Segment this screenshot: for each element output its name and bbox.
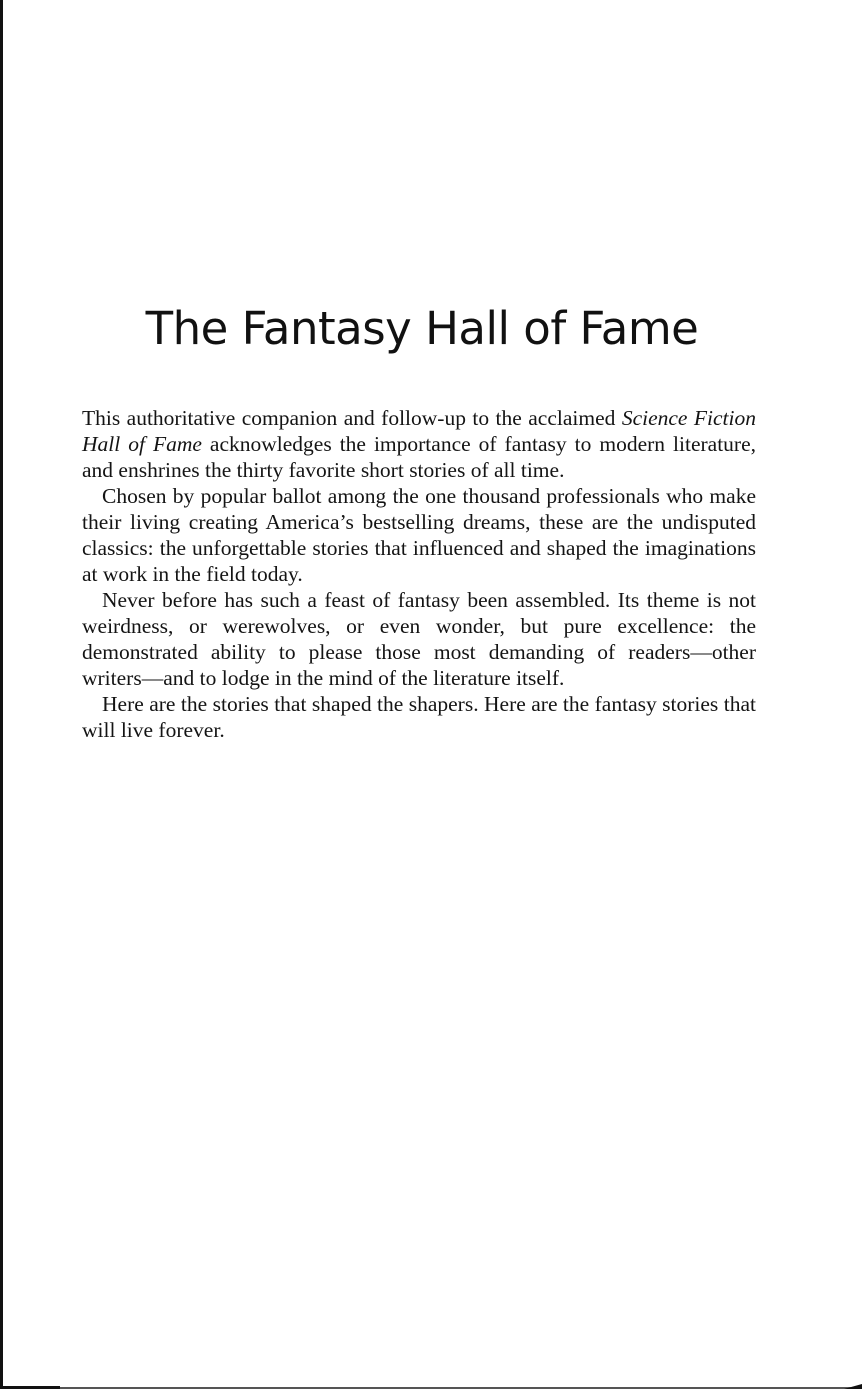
paragraph-1-after: acknowledges the importance of fantasy to modern literature, and enshrines the thirty favorite short stories of all time.: [82, 432, 757, 482]
paragraph-3: Never before has such a feast of fantasy been assembled. Its theme is not weirdness, or werewolves, or even wonder, but pure excellence: the demonstrated ability to please those most demanding of readers—other writers—and to lodge in the mind of the literature itself.: [82, 588, 756, 690]
blurb-body: [82, 405, 756, 743]
page-left-edge: [0, 0, 3, 1389]
book-title-reference: Science Fiction Hall of Fame: [82, 406, 756, 456]
paragraph-4: Here are the stories that shaped the shapers. Here are the fantasy stories that will live forever.: [82, 692, 756, 742]
paragraph-1: [82, 405, 756, 483]
page-title: The Fantasy Hall of Fame: [145, 302, 699, 355]
paragraph-1-before: This authoritative companion and follow-up to the acclaimed: [82, 406, 622, 430]
paragraph-2: Chosen by popular ballot among the one thousand professionals who make their living creating America’s bestselling dreams, these are the undisputed classics: the unforgettable stories that influenced and shaped the imaginations at work in the field today.: [82, 484, 756, 586]
